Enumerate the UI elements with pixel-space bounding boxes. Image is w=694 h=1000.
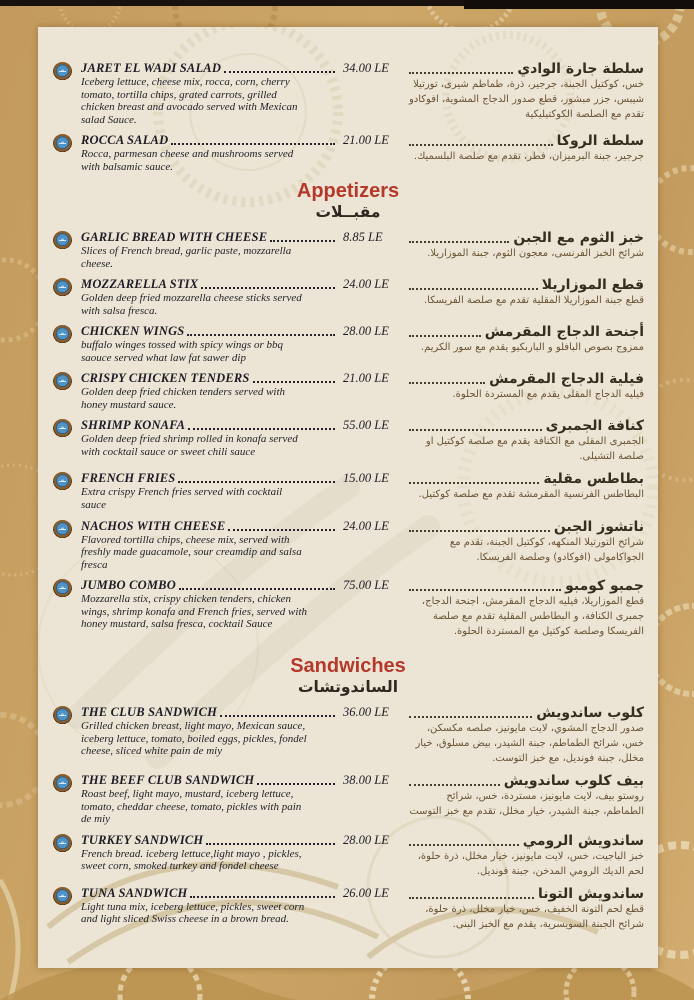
item-price bbox=[343, 578, 405, 593]
item-description-arabic: خبز الباجيت، خس، لايت مايونيز، خيار مخلل، ذرة حلوة، لحم الديك الرومي المدخن، جبنة فونديل. bbox=[417, 850, 644, 877]
logo-badge-icon bbox=[53, 372, 72, 391]
menu-item-arabic bbox=[405, 371, 654, 411]
item-price bbox=[343, 519, 405, 534]
item-description-arabic: خس، كوكتيل الجبنة، جرجير، ذرة، طماطم شيرى، تورتيلا شيبس، جزر مبشور، قطع صدور الدجاج المشوية، افوكادو تقدم مع الصلصة الكوكتيليكية bbox=[408, 79, 644, 120]
dotted-leader bbox=[220, 715, 335, 717]
menu-item-english bbox=[53, 886, 405, 932]
menu-item-english bbox=[53, 833, 405, 879]
menu-item bbox=[38, 371, 658, 411]
item-price-value: 38.00 bbox=[343, 773, 372, 788]
menu-item bbox=[38, 833, 658, 879]
item-name-english: NACHOS WITH CHEESE bbox=[81, 518, 226, 533]
section-header bbox=[38, 180, 658, 221]
item-price-value: 21.00 bbox=[343, 133, 372, 148]
menu-item bbox=[38, 133, 658, 173]
item-price bbox=[343, 833, 405, 848]
item-name-english: ROCCA SALAD bbox=[81, 133, 169, 148]
item-name-english: GARLIC BREAD WITH CHEESE bbox=[81, 230, 268, 245]
dotted-leader bbox=[201, 287, 335, 289]
item-price-value: 34.00 bbox=[343, 61, 372, 75]
menu-item-arabic bbox=[405, 471, 654, 511]
item-name-arabic: كلوب ساندويش bbox=[536, 705, 644, 722]
item-name-english: CHICKEN WINGS bbox=[81, 324, 185, 339]
menu-item-arabic bbox=[405, 578, 654, 639]
dotted-leader bbox=[228, 529, 335, 531]
menu-section-sandwiches bbox=[38, 655, 658, 932]
menu-item-arabic bbox=[405, 324, 654, 364]
item-name-english: JUMBO COMBO bbox=[81, 578, 176, 593]
item-name-arabic: فيلية الدجاج المقرمش bbox=[489, 371, 644, 388]
menu-section-appetizers bbox=[38, 180, 658, 639]
dotted-leader bbox=[409, 530, 550, 532]
item-description-english: Grilled chicken breast, light mayo, Mexican sauce, iceberg lettuce, tomato, boiled eggs, pickles, fondel cheese, sliced white pain de miy bbox=[81, 720, 307, 758]
item-description-english: Golden deep fried mozzarella cheese sticks served with salsa fresca. bbox=[81, 292, 302, 317]
dotted-leader bbox=[409, 288, 538, 290]
item-name-english: TURKEY SANDWICH bbox=[81, 832, 204, 847]
item-description-arabic: صدور الدجاج المشوي، لايت مايونيز، صلصه مكسكن، خس، شرائح الطماطم، جبنة الشيدر، بيض مسلوق، خيار مخلل، جبنة فونديل، مع خبز التوست. bbox=[415, 723, 644, 765]
menu-item-english bbox=[53, 773, 405, 826]
item-name-arabic: بطاطس مقلية bbox=[543, 471, 644, 488]
item-price-value: 24.00 bbox=[343, 277, 372, 292]
menu-item-english bbox=[53, 418, 405, 464]
item-description-arabic: قطع الموزاريلا، فيليه الدجاج المقرمش، اجنحة الدجاج، جمبرى الكنافة، و البطاطس المقلية تقدم مع صلصة الفريسكا وصلصة كوكتيل مع المستردة الحلوة. bbox=[421, 596, 644, 638]
currency-label: LE bbox=[374, 277, 389, 292]
item-description-arabic: شرائح الخبز الفرنسى، معجون الثوم، جبنة الموزاريلا. bbox=[427, 248, 644, 260]
item-description-english: buffalo winges tossed with spicy wings or bbq saouce served what law fat sawer dip bbox=[81, 339, 283, 364]
item-description-arabic: ممزوج بصوص البافلو و الباربكيو يقدم مع سور الكريم. bbox=[420, 342, 644, 354]
dotted-leader bbox=[188, 428, 335, 430]
item-price-value: 55.00 bbox=[343, 418, 372, 433]
menu-item-arabic bbox=[405, 833, 654, 879]
item-price bbox=[343, 418, 405, 433]
item-price bbox=[343, 773, 405, 788]
dotted-leader bbox=[409, 335, 481, 337]
item-description-arabic: شرائح التورتيلا المنكهه، كوكتيل الجبنة، تقدم مع الجواكامولى (افوكادو) وصلصة الفريسكا. bbox=[449, 536, 644, 563]
menu-item-english bbox=[53, 578, 405, 639]
dotted-leader bbox=[206, 843, 335, 845]
item-description-arabic: جرجير، جبنة البرميزان، فطر، تقدم مع صلصة البلسميك. bbox=[413, 151, 644, 163]
currency-label: LE bbox=[374, 133, 389, 148]
item-name-arabic: سلطة الروكا bbox=[556, 133, 644, 150]
menu-item-english bbox=[53, 230, 405, 270]
menu-item bbox=[38, 418, 658, 464]
item-description-english: Iceberg lettuce, cheese mix, rocca, corn, cherry tomato, tortilla chips, grated carrots, grilled chicken breast and avocado served with Mexican salad Sauce. bbox=[81, 76, 298, 126]
menu-item bbox=[38, 705, 658, 766]
currency-label: LE bbox=[374, 324, 389, 339]
menu-item-arabic bbox=[405, 133, 654, 173]
item-price bbox=[343, 133, 405, 148]
item-description-arabic: البطاطس الفرنسية المقرمشة تقدم مع صلصة كوكتيل. bbox=[418, 489, 644, 501]
item-description-english: Slices of French bread, garlic paste, mozzarella cheese. bbox=[81, 245, 292, 270]
item-price-value: 36.00 bbox=[343, 705, 372, 720]
dotted-leader bbox=[409, 241, 509, 243]
dotted-leader bbox=[178, 481, 335, 483]
item-price bbox=[343, 886, 405, 901]
logo-badge-icon bbox=[53, 472, 72, 491]
logo-badge-icon bbox=[53, 419, 72, 438]
menu-item bbox=[38, 886, 658, 932]
dotted-leader bbox=[409, 482, 539, 484]
item-description-english: Roast beef, light mayo, mustard, iceberg lettuce, tomato, cheddar cheese, tomato, pickles with pain de miy bbox=[81, 788, 302, 826]
item-price-value: 15.00 bbox=[343, 471, 372, 486]
section-title-arabic: الساندوتشات bbox=[297, 678, 399, 697]
menu-item-english bbox=[53, 277, 405, 317]
dotted-leader bbox=[409, 844, 519, 846]
item-name-arabic: أجنحة الدجاج المقرمش bbox=[484, 324, 644, 341]
dotted-leader bbox=[409, 72, 513, 74]
item-price bbox=[343, 61, 405, 76]
item-description-english: French bread. iceberg lettuce,light mayo , pickles, sweet corn, smoked turkey and fondel cheese bbox=[81, 847, 302, 873]
item-name-english: CRISPY CHICKEN TENDERS bbox=[81, 371, 250, 386]
item-price-value: 28.00 bbox=[343, 832, 372, 847]
menu-item-english bbox=[53, 133, 405, 173]
currency-label: LE bbox=[374, 832, 389, 847]
menu-item bbox=[38, 773, 658, 826]
menu-item-english bbox=[53, 519, 405, 572]
item-name-english: FRENCH FRIES bbox=[81, 471, 176, 486]
logo-badge-icon bbox=[53, 134, 72, 153]
menu-item-arabic bbox=[405, 773, 654, 826]
logo-badge-icon bbox=[53, 774, 72, 793]
menu-item-english bbox=[53, 324, 405, 364]
section-header bbox=[38, 655, 658, 696]
item-name-arabic: كنافة الجمبرى bbox=[545, 418, 644, 435]
dotted-leader bbox=[409, 784, 500, 786]
item-price bbox=[343, 371, 405, 386]
item-price-value: 26.00 bbox=[343, 885, 372, 900]
item-price bbox=[343, 277, 405, 292]
menu-item-arabic bbox=[405, 519, 654, 572]
item-price-value: 21.00 bbox=[343, 371, 372, 386]
logo-badge-icon bbox=[53, 62, 72, 81]
item-description-english: Golden deep fried shrimp rolled in konafa served with cocktail sauce or sweet chili sauce bbox=[81, 433, 298, 458]
logo-badge-icon bbox=[53, 325, 72, 344]
section-title-english: Appetizers bbox=[296, 180, 400, 203]
menu-item bbox=[38, 519, 658, 572]
menu-item-arabic bbox=[405, 277, 654, 317]
dotted-leader bbox=[224, 71, 335, 73]
menu-item-english bbox=[53, 371, 405, 411]
item-name-arabic: جمبو كومبو bbox=[565, 578, 644, 595]
item-price-value: 75.00 bbox=[343, 578, 372, 593]
currency-label: LE bbox=[368, 230, 383, 245]
currency-label: LE bbox=[374, 885, 389, 900]
menu-item-arabic bbox=[405, 230, 654, 270]
item-name-arabic: خبز الثوم مع الجبن bbox=[513, 230, 644, 247]
logo-badge-icon bbox=[53, 278, 72, 297]
item-description-english: Extra crispy French fries served with cocktail sauce bbox=[81, 486, 283, 511]
item-description-arabic: فيليه الدجاج المقلى يقدم مع المستردة الحلوة. bbox=[452, 389, 644, 401]
menu-item-english bbox=[53, 61, 405, 126]
menu-item bbox=[38, 277, 658, 317]
item-name-arabic: ساندويش الرومي bbox=[522, 832, 644, 849]
item-description-english: Mozzarella stix, crispy chicken tenders, chicken wings, shrimp konafa and French fries, served with honey mustard, salsa fresca, cocktail Sauce bbox=[81, 593, 307, 631]
menu-item-arabic bbox=[405, 418, 654, 464]
currency-label: LE bbox=[374, 705, 389, 720]
item-description-arabic: روستو بيف، لايت مايونيز، مستردة، خس، شرائح الطماطم، جبنة الشيدر، خيار مخلل، تقدم مع خبز التوست bbox=[409, 791, 644, 818]
item-name-english: SHRIMP KONAFA bbox=[81, 418, 186, 433]
dotted-leader bbox=[187, 334, 335, 336]
menu-item bbox=[38, 471, 658, 511]
currency-label: LE bbox=[374, 471, 389, 486]
dotted-leader bbox=[253, 381, 335, 383]
section-title-english: Sandwiches bbox=[290, 655, 406, 678]
item-name-english: THE CLUB SANDWICH bbox=[81, 705, 218, 720]
menu-item-arabic bbox=[405, 886, 654, 932]
item-name-english: MOZZARELLA STIX bbox=[81, 277, 199, 292]
currency-label: LE bbox=[374, 773, 389, 788]
item-description-english: Rocca, parmesan cheese and mushrooms served with balsamic sauce. bbox=[81, 148, 294, 173]
logo-badge-icon bbox=[53, 231, 72, 250]
logo-badge-icon bbox=[53, 579, 72, 598]
dotted-leader bbox=[409, 716, 532, 718]
item-description-english: Light tuna mix, iceberg lettuce, pickles, sweet corn and light sliced Swiss cheese in a brown bread. bbox=[81, 900, 305, 926]
item-name-english: THE BEEF CLUB SANDWICH bbox=[81, 773, 255, 788]
item-price bbox=[343, 471, 405, 486]
menu-paper bbox=[38, 27, 658, 968]
currency-label: LE bbox=[374, 61, 389, 75]
logo-badge-icon bbox=[53, 834, 72, 853]
menu-item bbox=[38, 578, 658, 639]
item-price bbox=[343, 705, 405, 720]
dotted-leader bbox=[409, 897, 534, 899]
section-title-arabic: مقبــلات bbox=[315, 203, 381, 222]
dotted-leader bbox=[190, 896, 335, 898]
dotted-leader bbox=[409, 144, 553, 146]
menu-item bbox=[38, 324, 658, 364]
item-name-arabic: بيف كلوب ساندويش bbox=[503, 773, 644, 790]
item-name-arabic: ناتشوز الجبن bbox=[553, 518, 644, 535]
dotted-leader bbox=[179, 588, 335, 590]
item-price bbox=[343, 324, 405, 339]
currency-label: LE bbox=[374, 518, 389, 533]
menu-item-arabic bbox=[405, 705, 654, 766]
menu-item bbox=[38, 230, 658, 270]
item-name-english: TUNA SANDWICH bbox=[81, 885, 188, 900]
logo-badge-icon bbox=[53, 520, 72, 539]
currency-label: LE bbox=[374, 578, 389, 593]
item-name-arabic: سلطة جارة الوادي bbox=[517, 61, 644, 77]
menu-item-english bbox=[53, 471, 405, 511]
menu-item bbox=[38, 61, 658, 126]
menu-item-arabic bbox=[405, 61, 654, 126]
currency-label: LE bbox=[374, 418, 389, 433]
item-description-arabic: الجمبرى المقلى مع الكنافة يقدم مع صلصة كوكتيل او صلصة التشيلى. bbox=[425, 436, 644, 463]
logo-badge-icon bbox=[53, 887, 72, 906]
dotted-leader bbox=[270, 240, 335, 242]
menu-item-english bbox=[53, 705, 405, 766]
menu-section-salads bbox=[38, 61, 658, 173]
item-description-english: Golden deep fried chicken tenders served with honey mustard sauce. bbox=[81, 386, 286, 411]
dotted-leader bbox=[409, 589, 561, 591]
item-name-arabic: قطع الموزاريلا bbox=[541, 277, 644, 294]
item-price-value: 24.00 bbox=[343, 518, 372, 533]
page-top-shadow bbox=[0, 0, 694, 6]
item-description-english: Flavored tortilla chips, cheese mix, served with freshly made guacamole, sour creamdip and salsa fresca bbox=[81, 533, 302, 571]
dotted-leader bbox=[409, 382, 485, 384]
item-description-arabic: قطع لحم التونة الخفيف، خس، خيار مخلل، ذرة حلوة، شرائح الجبنة السويسرية، يقدم مع الخبز البنى. bbox=[425, 903, 644, 930]
item-name-arabic: ساندويش التونا bbox=[537, 885, 644, 902]
item-price bbox=[343, 230, 405, 245]
logo-badge-icon bbox=[53, 706, 72, 725]
item-description-arabic: قطع جبنة الموزاريلا المقلية تقدم مع صلصة الفريسكا. bbox=[423, 295, 644, 307]
item-price-value: 28.00 bbox=[343, 324, 372, 339]
dotted-leader bbox=[257, 783, 335, 785]
item-name-english: JARET EL WADI SALAD bbox=[81, 61, 222, 75]
dotted-leader bbox=[409, 429, 542, 431]
currency-label: LE bbox=[374, 371, 389, 386]
item-price-value: 8.85 bbox=[343, 230, 365, 245]
dotted-leader bbox=[171, 143, 335, 145]
